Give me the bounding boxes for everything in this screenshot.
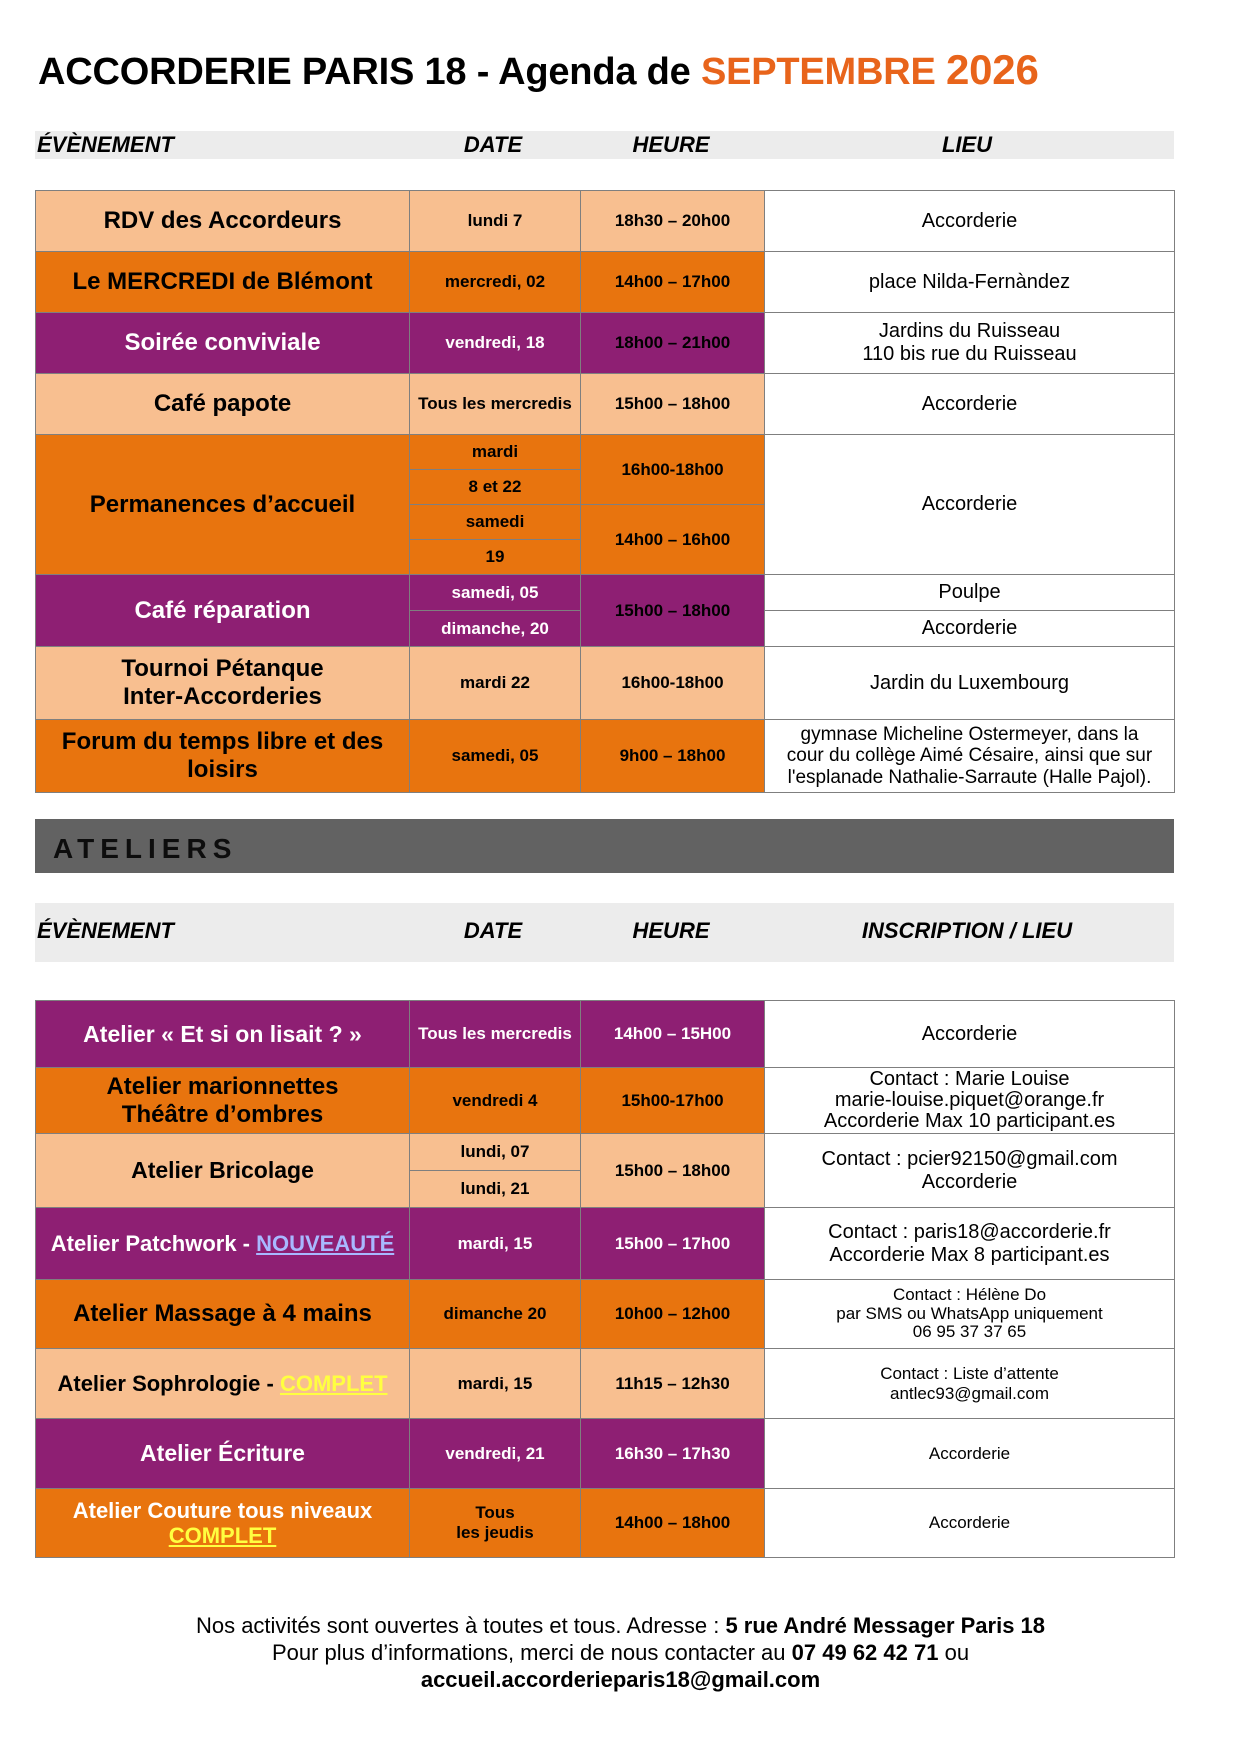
place-line: Jardins du Ruisseau (878, 320, 1061, 342)
event-date: dimanche, 20 (410, 611, 581, 647)
event-date: mercredi, 02 (410, 252, 581, 313)
footer (0, 1612, 1241, 1693)
event-time: 14h00 – 17h00 (581, 252, 765, 313)
date-line: Tous (475, 1503, 515, 1523)
place-line: cour du collège Aimé Césaire, ainsi que sur (786, 745, 1153, 767)
event-date: mardi 22 (410, 647, 581, 720)
name-line: Tournoi Pétanque (121, 655, 324, 683)
table-row (36, 1489, 1175, 1558)
ateliers-heading: ATELIERS (53, 833, 238, 864)
atelier-name (36, 1349, 410, 1419)
header-time: HEURE (632, 132, 710, 157)
atelier-date: lundi, 21 (410, 1171, 581, 1208)
header-place: INSCRIPTION / LIEU (861, 918, 1073, 943)
event-name: Café réparation (36, 575, 410, 647)
place-line: Contact : Hélène Do (892, 1284, 1047, 1304)
atelier-time: 15h00-17h00 (581, 1068, 765, 1134)
atelier-place (765, 1208, 1175, 1280)
table-row (36, 1134, 1175, 1171)
event-date: lundi 7 (410, 191, 581, 252)
atelier-time: 14h00 – 15H00 (581, 1001, 765, 1068)
table-row (36, 252, 1175, 313)
event-name: Soirée conviviale (36, 313, 410, 374)
events-header (35, 131, 1174, 159)
event-time: 9h00 – 18h00 (581, 720, 765, 793)
header-event: ÉVÈNEMENT (37, 132, 174, 157)
event-place: Accorderie (765, 435, 1175, 575)
place-line: Contact : pcier92150@gmail.com (821, 1147, 1118, 1170)
header-time: HEURE (632, 918, 710, 943)
atelier-place: Accorderie (765, 1489, 1175, 1558)
table-row (36, 1349, 1175, 1419)
event-time: 18h30 – 20h00 (581, 191, 765, 252)
atelier-time: 16h30 – 17h30 (581, 1419, 765, 1489)
email-link[interactable]: accueil.accorderieparis18@gmail.com (420, 1667, 821, 1692)
table-row (36, 435, 1175, 470)
footer-line-3 (0, 1666, 1241, 1693)
atelier-time: 11h15 – 12h30 (581, 1349, 765, 1419)
event-date: 8 et 22 (410, 470, 581, 505)
event-date: samedi, 05 (410, 575, 581, 611)
event-time: 15h00 – 18h00 (581, 374, 765, 435)
phone-number[interactable]: 07 49 62 42 71 (791, 1640, 939, 1665)
atelier-place (765, 1349, 1175, 1419)
footer-line-1 (0, 1612, 1241, 1639)
place-line: Accorderie (921, 1170, 1018, 1193)
atelier-time: 14h00 – 18h00 (581, 1489, 765, 1558)
name-line: Forum du temps libre et des (61, 728, 384, 756)
atelier-place (765, 1068, 1175, 1134)
table-row (36, 313, 1175, 374)
place-line: 110 bis rue du Ruisseau (862, 343, 1077, 365)
atelier-time: 10h00 – 12h00 (581, 1280, 765, 1349)
place-line: Accorderie Max 8 participant.es (829, 1243, 1110, 1266)
header-event: ÉVÈNEMENT (37, 918, 174, 943)
event-place: Accorderie (765, 191, 1175, 252)
footer-text: Pour plus d’informations, merci de nous contacter au (271, 1640, 792, 1665)
event-name: RDV des Accordeurs (36, 191, 410, 252)
event-time: 18h00 – 21h00 (581, 313, 765, 374)
event-place (765, 720, 1175, 793)
event-date: Tous les mercredis (410, 374, 581, 435)
event-place: place Nilda-Fernàndez (765, 252, 1175, 313)
event-place: Accorderie (765, 611, 1175, 647)
table-row (36, 720, 1175, 793)
atelier-date: mardi, 15 (410, 1349, 581, 1419)
footer-text: Nos activités sont ouvertes à toutes et tous. Adresse : (195, 1613, 726, 1638)
footer-text: ou (938, 1640, 970, 1665)
ateliers-header (35, 903, 1174, 962)
table-row (36, 1068, 1175, 1134)
event-time: 16h00-18h00 (581, 647, 765, 720)
atelier-name: Atelier Bricolage (36, 1134, 410, 1208)
event-place (765, 313, 1175, 374)
page-title (38, 46, 1039, 94)
name-line: loisirs (187, 756, 258, 783)
place-line: gymnase Micheline Ostermeyer, dans la (800, 724, 1139, 746)
place-line: Contact : Marie Louise (869, 1068, 1070, 1090)
event-time: 14h00 – 16h00 (581, 505, 765, 575)
table-row (36, 191, 1175, 252)
place-line: marie-louise.piquet@orange.fr (834, 1089, 1105, 1111)
date-line: les jeudis (456, 1523, 534, 1542)
event-name: Le MERCREDI de Blémont (36, 252, 410, 313)
event-date: samedi (410, 505, 581, 540)
atelier-place: Accorderie (765, 1001, 1175, 1068)
complet-link[interactable]: COMPLET (279, 1370, 388, 1396)
atelier-date: lundi, 07 (410, 1134, 581, 1171)
atelier-name: Atelier « Et si on lisait ? » (36, 1001, 410, 1068)
atelier-time: 15h00 – 17h00 (581, 1208, 765, 1280)
atelier-date: vendredi 4 (410, 1068, 581, 1134)
name-text: Atelier Patchwork - (50, 1230, 257, 1256)
name-line: Atelier marionnettes (106, 1072, 339, 1100)
title-year: 2026 (945, 46, 1039, 93)
table-row (36, 1280, 1175, 1349)
nouveaute-link[interactable]: NOUVEAUTÉ (256, 1230, 395, 1256)
atelier-place (765, 1134, 1175, 1208)
atelier-name: Atelier Écriture (36, 1419, 410, 1489)
footer-line-2 (0, 1639, 1241, 1666)
table-row (36, 1208, 1175, 1280)
atelier-name (36, 1489, 410, 1558)
title-month: SEPTEMBRE (700, 51, 936, 93)
event-place: Jardin du Luxembourg (765, 647, 1175, 720)
ateliers-band (35, 819, 1174, 873)
event-name: Permanences d’accueil (36, 435, 410, 575)
table-row (36, 1419, 1175, 1489)
atelier-name (36, 1068, 410, 1134)
table-row (36, 1001, 1175, 1068)
event-place: Poulpe (765, 575, 1175, 611)
title-prefix: ACCORDERIE PARIS 18 - Agenda de (38, 51, 701, 93)
header-date: DATE (463, 132, 523, 157)
event-date: samedi, 05 (410, 720, 581, 793)
atelier-date: vendredi, 21 (410, 1419, 581, 1489)
event-name (36, 720, 410, 793)
header-date: DATE (463, 918, 523, 943)
place-line: Contact : Liste d’attente (880, 1363, 1059, 1383)
event-time: 16h00-18h00 (581, 435, 765, 505)
atelier-time: 15h00 – 18h00 (581, 1134, 765, 1208)
name-text: Atelier Sophrologie - (57, 1370, 280, 1396)
table-row (36, 575, 1175, 611)
place-line: Contact : paris18@accorderie.fr (828, 1220, 1111, 1243)
atelier-place (765, 1280, 1175, 1349)
table-row (36, 374, 1175, 435)
table-row (36, 647, 1175, 720)
name-line: Théâtre d’ombres (121, 1100, 324, 1128)
address: 5 rue André Messager Paris 18 (725, 1613, 1046, 1638)
place-line: antlec93@gmail.com (890, 1383, 1049, 1403)
place-line: l'esplanade Nathalie-Sarraute (Halle Pajol). (787, 766, 1152, 788)
header-place: LIEU (941, 132, 993, 157)
event-name: Café papote (36, 374, 410, 435)
atelier-name (36, 1208, 410, 1280)
complet-link[interactable]: COMPLET (168, 1523, 277, 1548)
event-time: 15h00 – 18h00 (581, 575, 765, 647)
atelier-place: Accorderie (765, 1419, 1175, 1489)
atelier-date: mardi, 15 (410, 1208, 581, 1280)
atelier-date: Tous les mercredis (410, 1001, 581, 1068)
atelier-name: Atelier Massage à 4 mains (36, 1280, 410, 1349)
place-line: Accorderie Max 10 participant.es (823, 1110, 1116, 1132)
event-date: mardi (410, 435, 581, 470)
atelier-date: dimanche 20 (410, 1280, 581, 1349)
place-line: par SMS ou WhatsApp uniquement (836, 1303, 1103, 1323)
place-line: 06 95 37 37 65 (912, 1322, 1027, 1342)
event-date: vendredi, 18 (410, 313, 581, 374)
events-table (35, 190, 1175, 793)
ateliers-table (35, 1000, 1175, 1558)
event-place: Accorderie (765, 374, 1175, 435)
atelier-date (410, 1489, 581, 1558)
event-date: 19 (410, 540, 581, 575)
name-line: Atelier Couture tous niveaux (72, 1497, 373, 1523)
name-line: Inter-Accorderies (123, 683, 322, 710)
event-name (36, 647, 410, 720)
